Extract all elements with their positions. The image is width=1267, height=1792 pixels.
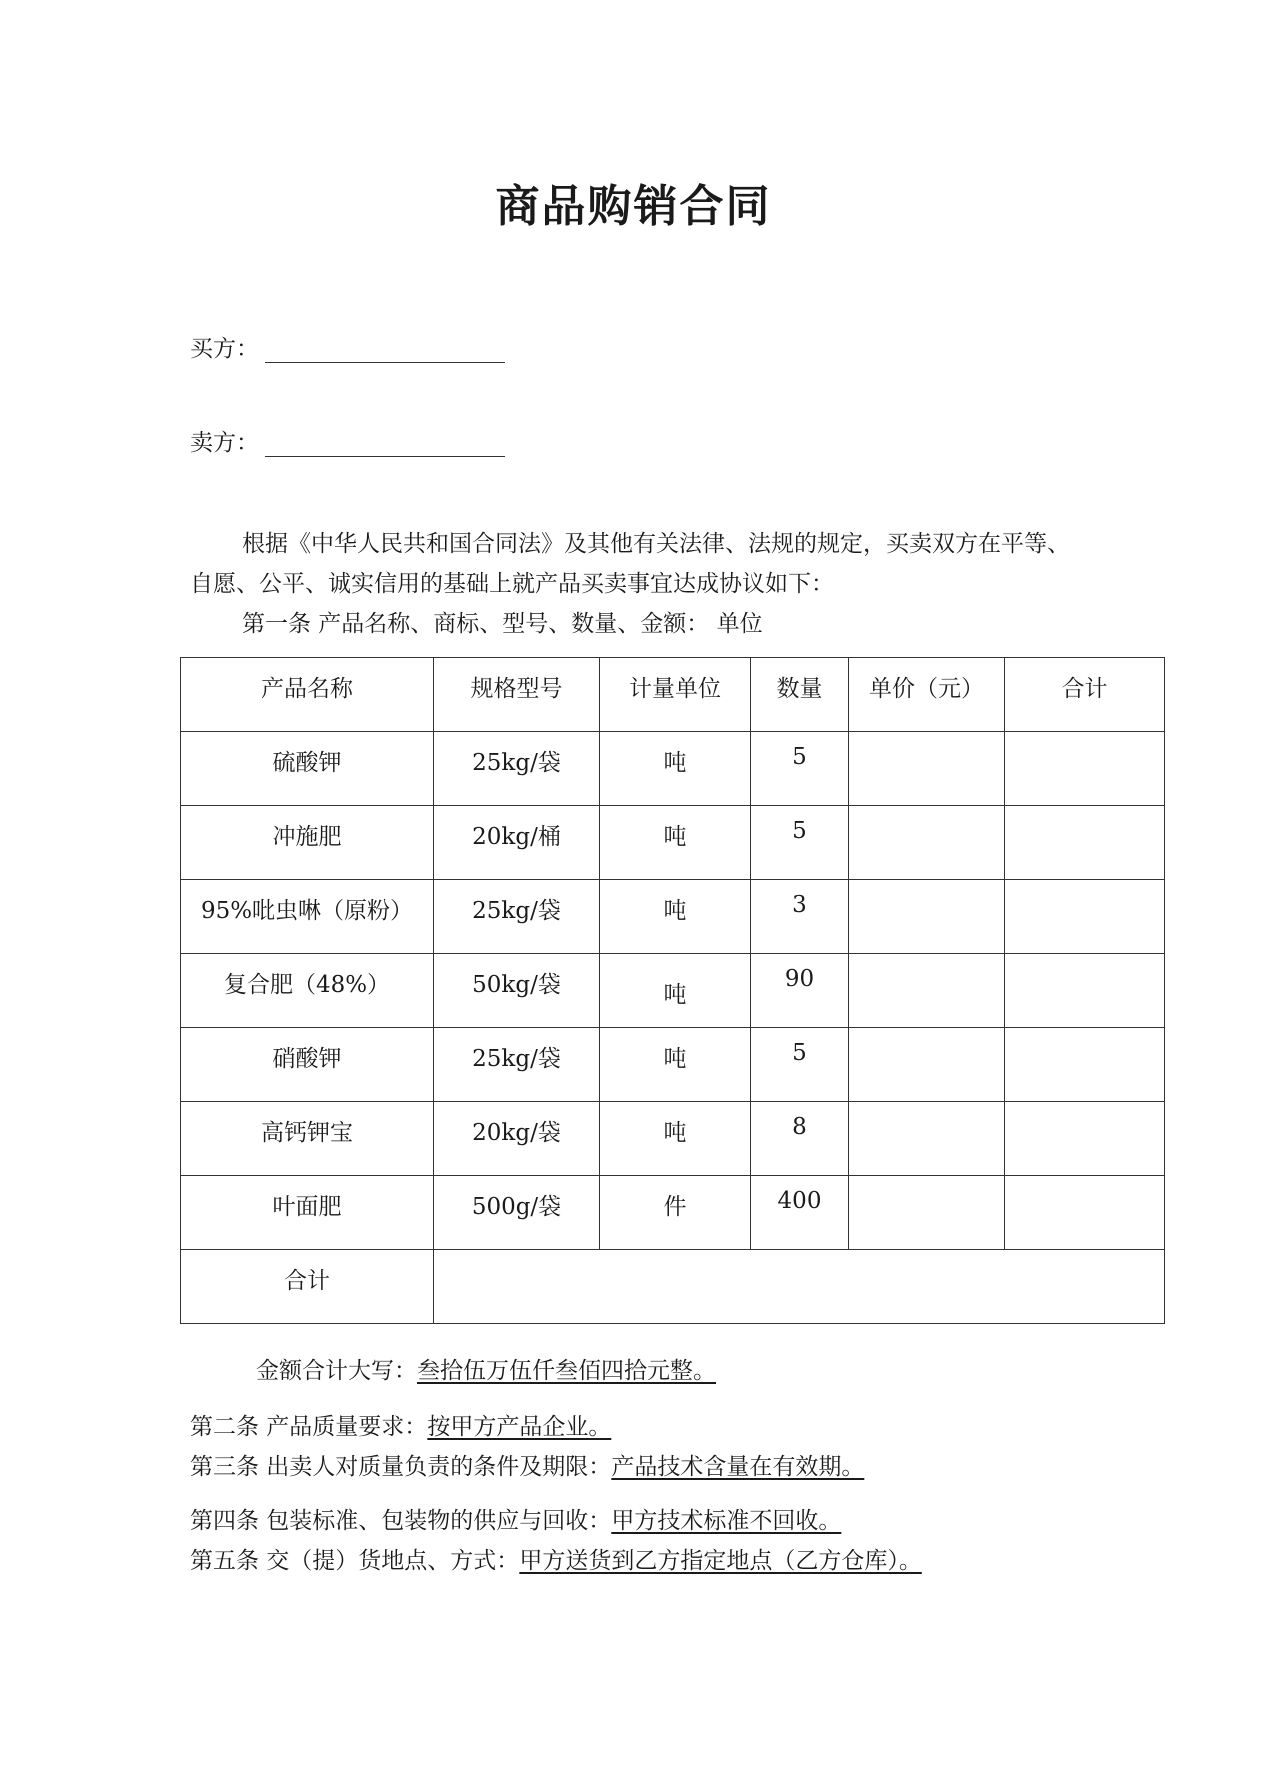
cell-quantity: 90 <box>751 954 849 1028</box>
table-row <box>181 880 1165 954</box>
cell-unit-price <box>849 1176 1005 1250</box>
cell-quantity: 5 <box>751 732 849 806</box>
table-row <box>181 1176 1165 1250</box>
table-row <box>181 1102 1165 1176</box>
cell-product-name: 叶面肥 <box>181 1176 434 1250</box>
cell-quantity: 400 <box>751 1176 849 1250</box>
table-header-row <box>181 658 1165 732</box>
cell-product-name: 冲施肥 <box>181 806 434 880</box>
cell-total <box>1005 806 1165 880</box>
goods-table <box>180 657 1165 1324</box>
cell-spec: 20kg/袋 <box>434 1102 600 1176</box>
cell-spec: 50kg/袋 <box>434 954 600 1028</box>
clause-2-label: 第二条 产品质量要求： <box>190 1414 428 1440</box>
table-total-row <box>181 1250 1165 1324</box>
buyer-label: 买方： <box>190 336 259 362</box>
cell-spec: 500g/袋 <box>434 1176 600 1250</box>
clause-1: 第一条 产品名称、商标、型号、数量、金额： 单位 <box>242 611 763 637</box>
cell-product-name: 95%吡虫啉（原粉） <box>181 880 434 954</box>
clause-5 <box>190 1542 922 1575</box>
cell-quantity: 3 <box>751 880 849 954</box>
cell-quantity: 5 <box>751 1028 849 1102</box>
table-row <box>181 1028 1165 1102</box>
document-title: 商品购销合同 <box>495 181 772 232</box>
cell-unit-price <box>849 806 1005 880</box>
cell-total <box>1005 1028 1165 1102</box>
cell-unit: 吨 <box>600 880 751 954</box>
clause-4-label: 第四条 包装标准、包装物的供应与回收： <box>190 1508 612 1534</box>
cell-unit-price <box>849 732 1005 806</box>
table-row <box>181 732 1165 806</box>
cell-quantity: 5 <box>751 806 849 880</box>
seller-blank-field <box>265 434 505 457</box>
clause-4-value: 甲方技术标准不回收。 <box>611 1508 842 1534</box>
cell-product-name: 高钙钾宝 <box>181 1102 434 1176</box>
cell-total <box>1005 732 1165 806</box>
clause-4 <box>190 1502 841 1535</box>
cell-total <box>1005 1102 1165 1176</box>
buyer-line <box>190 330 505 363</box>
cell-spec: 25kg/袋 <box>434 732 600 806</box>
header-spec: 规格型号 <box>434 658 600 732</box>
clause-3-value: 产品技术含量在有效期。 <box>611 1454 865 1480</box>
cell-unit: 吨 <box>600 806 751 880</box>
cell-unit: 吨 <box>600 954 751 1028</box>
cell-total <box>1005 880 1165 954</box>
buyer-blank-field <box>265 340 505 363</box>
seller-line <box>190 424 505 457</box>
clause-2-value: 按甲方产品企业。 <box>427 1414 612 1440</box>
cell-product-name: 硝酸钾 <box>181 1028 434 1102</box>
clause-3-label: 第三条 出卖人对质量负责的条件及期限： <box>190 1454 612 1480</box>
cell-spec: 25kg/袋 <box>434 1028 600 1102</box>
amount-total-line <box>256 1352 716 1385</box>
cell-total <box>1005 1176 1165 1250</box>
cell-product-name: 硫酸钾 <box>181 732 434 806</box>
cell-unit: 吨 <box>600 1028 751 1102</box>
clause-2 <box>190 1408 611 1441</box>
cell-unit-price <box>849 880 1005 954</box>
header-unit: 计量单位 <box>600 658 751 732</box>
seller-label: 卖方： <box>190 430 259 456</box>
cell-product-name: 复合肥（48%） <box>181 954 434 1028</box>
total-value-cell <box>434 1250 1165 1324</box>
clause-3 <box>190 1448 864 1481</box>
clause-5-label: 第五条 交（提）货地点、方式： <box>190 1548 520 1574</box>
table-row <box>181 806 1165 880</box>
header-product-name: 产品名称 <box>181 658 434 732</box>
cell-unit-price <box>849 1028 1005 1102</box>
cell-spec: 25kg/袋 <box>434 880 600 954</box>
cell-unit-price <box>849 1102 1005 1176</box>
amount-value: 叁拾伍万伍仟叁佰四拾元整。 <box>417 1358 716 1384</box>
table-row <box>181 954 1165 1028</box>
cell-unit: 件 <box>600 1176 751 1250</box>
clause-5-value: 甲方送货到乙方指定地点（乙方仓库）。 <box>519 1548 922 1574</box>
header-total: 合计 <box>1005 658 1165 732</box>
cell-total <box>1005 954 1165 1028</box>
header-quantity: 数量 <box>751 658 849 732</box>
intro-paragraph: 根据《中华人民共和国合同法》及其他有关法律、法规的规定，买卖双方在平等、自愿、公平、诚实信用的基础上就产品买卖事宜达成协议如下： <box>190 531 1070 597</box>
amount-label: 金额合计大写： <box>256 1358 417 1384</box>
header-unit-price: 单价（元） <box>849 658 1005 732</box>
cell-spec: 20kg/桶 <box>434 806 600 880</box>
cell-unit: 吨 <box>600 732 751 806</box>
cell-unit-price <box>849 954 1005 1028</box>
cell-quantity: 8 <box>751 1102 849 1176</box>
total-label: 合计 <box>181 1250 434 1324</box>
cell-unit: 吨 <box>600 1102 751 1176</box>
